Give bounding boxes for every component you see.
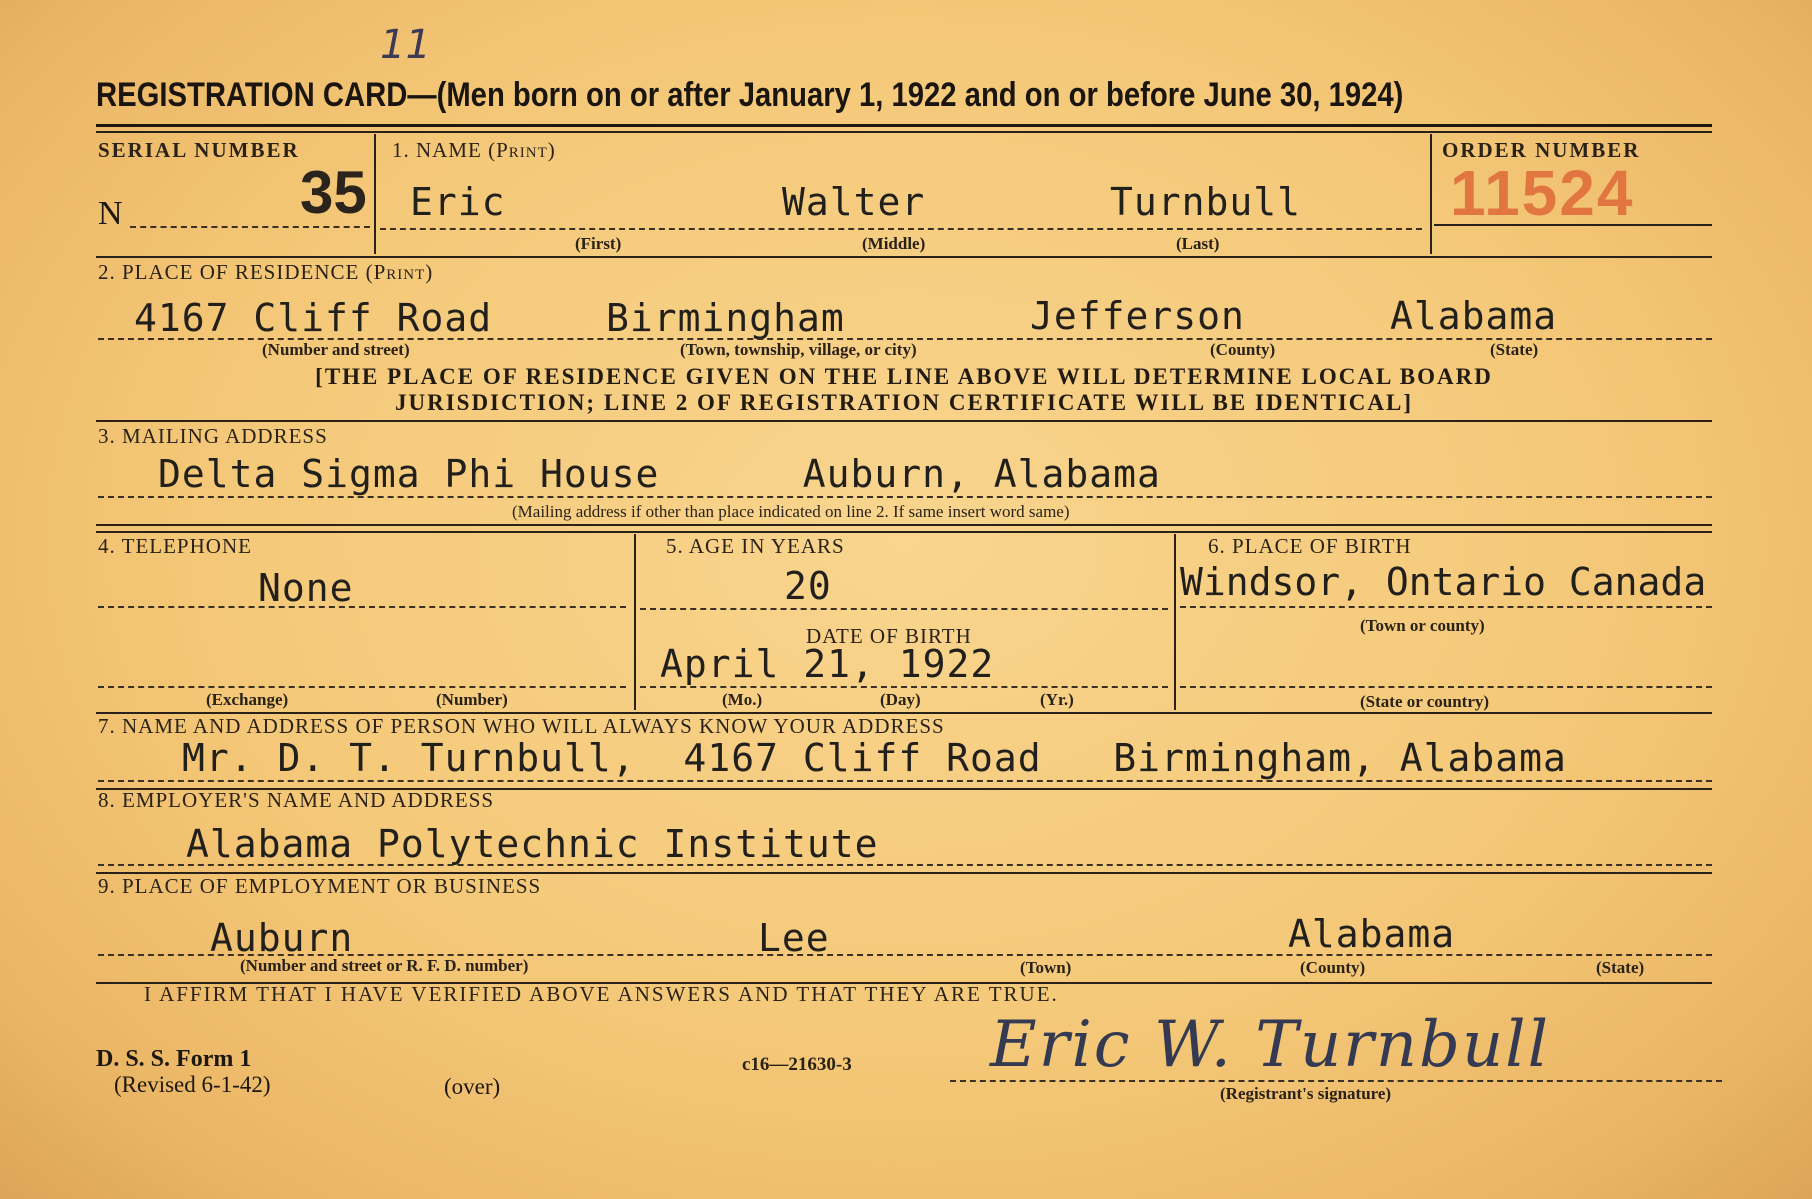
age-line xyxy=(640,608,1168,610)
employment-street: Auburn xyxy=(210,916,354,960)
employment-label: 9. PLACE OF EMPLOYMENT OR BUSINESS xyxy=(98,874,542,898)
contact-label: 7. NAME AND ADDRESS OF PERSON WHO WILL ALWAYS KNOW YOUR ADDRESS xyxy=(98,714,945,738)
emp-street-caption: (Number and street or R. F. D. number) xyxy=(240,956,529,975)
card-title: REGISTRATION CARD—(Men born on or after January 1, 1922 and on or before June 30, 1924) xyxy=(96,76,1404,114)
mo-caption: (Mo.) xyxy=(722,690,763,709)
mailing-label: 3. MAILING ADDRESS xyxy=(98,424,328,448)
serial-prefix: N xyxy=(98,195,123,232)
name-first: Eric xyxy=(410,180,506,224)
age-label: 5. AGE IN YEARS xyxy=(666,534,845,558)
form-id: D. S. S. Form 1 xyxy=(96,1046,252,1072)
title-rule xyxy=(96,124,1712,127)
row3-rule-2 xyxy=(96,531,1712,533)
tel-divider xyxy=(634,534,636,710)
serial-divider xyxy=(374,134,376,254)
pencil-mark: 11 xyxy=(380,22,431,68)
mailing-caption: (Mailing address if other than place indicated on line 2. If same insert word same) xyxy=(512,502,1070,521)
residence-label: 2. PLACE OF RESIDENCE (Print) xyxy=(98,260,434,284)
serial-number: 35 xyxy=(300,159,367,226)
serial-line xyxy=(130,226,370,228)
street-caption: (Number and street) xyxy=(262,340,410,359)
employer-value: Alabama Polytechnic Institute xyxy=(186,822,879,866)
state-caption: (State) xyxy=(1490,340,1539,359)
row1-rule xyxy=(96,256,1712,258)
first-caption: (First) xyxy=(575,234,622,253)
town-caption: (Town or county) xyxy=(1360,616,1485,635)
telephone-line xyxy=(98,606,626,608)
birthplace-label: 6. PLACE OF BIRTH xyxy=(1208,534,1412,558)
emp-state-caption: (State) xyxy=(1596,958,1645,977)
order-label: ORDER NUMBER xyxy=(1442,138,1641,162)
telephone-line-2 xyxy=(98,686,626,688)
age-divider xyxy=(1174,534,1176,710)
title-rule-2 xyxy=(96,131,1712,133)
birthplace-value: Windsor, Ontario Canada xyxy=(1180,560,1707,604)
registrant-signature: Eric W. Turnbull xyxy=(990,1008,1551,1082)
day-caption: (Day) xyxy=(880,690,921,709)
number-caption: (Number) xyxy=(436,690,508,709)
employment-town: Lee xyxy=(758,916,830,960)
employment-county: Alabama xyxy=(1288,912,1456,956)
row2-rule xyxy=(96,420,1712,422)
dob-value: April 21, 1922 xyxy=(660,642,995,686)
contact-value: Mr. D. T. Turnbull, 4167 Cliff Road Birmingham, Alabama xyxy=(182,736,1567,780)
birthplace-line xyxy=(1180,606,1712,608)
last-caption: (Last) xyxy=(1176,234,1220,253)
name-line xyxy=(380,228,1422,230)
employer-label: 8. EMPLOYER'S NAME AND ADDRESS xyxy=(98,788,495,812)
middle-caption: (Middle) xyxy=(862,234,926,253)
dob-label: DATE OF BIRTH xyxy=(806,624,972,648)
residence-state: Alabama xyxy=(1390,294,1558,338)
mailing-line xyxy=(98,496,1712,498)
emp-county-caption: (County) xyxy=(1300,958,1366,977)
row3-rule xyxy=(96,524,1712,526)
affirmation: I AFFIRM THAT I HAVE VERIFIED ABOVE ANSWERS AND THAT THEY ARE TRUE. xyxy=(144,982,1059,1006)
residence-city: Birmingham xyxy=(606,296,845,340)
country-caption: (State or country) xyxy=(1360,692,1490,711)
contact-line xyxy=(98,780,1712,782)
serial-label: SERIAL NUMBER xyxy=(98,138,300,162)
notice-line-1: [THE PLACE OF RESIDENCE GIVEN ON THE LINE ABOVE WILL DETERMINE LOCAL BOARD xyxy=(315,364,1493,389)
name-middle: Walter xyxy=(782,180,926,224)
print-code: c16—21630-3 xyxy=(742,1054,852,1075)
exchange-caption: (Exchange) xyxy=(206,690,289,709)
notice-line-2: JURISDICTION; LINE 2 OF REGISTRATION CERTIFICATE WILL BE IDENTICAL] xyxy=(394,390,1414,415)
signature-caption: (Registrant's signature) xyxy=(1220,1084,1392,1103)
emp-town-caption: (Town) xyxy=(1020,958,1072,977)
order-rule xyxy=(1434,224,1712,226)
yr-caption: (Yr.) xyxy=(1040,690,1074,709)
county-caption: (County) xyxy=(1210,340,1276,359)
residence-county: Jefferson xyxy=(1030,294,1245,338)
dob-line xyxy=(640,686,1168,688)
age-value: 20 xyxy=(784,564,832,608)
order-divider xyxy=(1430,134,1432,254)
telephone-label: 4. TELEPHONE xyxy=(98,534,252,558)
city-caption: (Town, township, village, or city) xyxy=(680,340,917,359)
over-note: (over) xyxy=(444,1074,501,1099)
name-last: Turnbull xyxy=(1110,180,1302,224)
telephone-value: None xyxy=(258,566,354,610)
order-number: 11524 xyxy=(1450,157,1635,229)
birthplace-line-2 xyxy=(1180,686,1712,688)
employer-line xyxy=(98,864,1712,866)
name-label: 1. NAME (Print) xyxy=(392,138,556,162)
form-revised: (Revised 6-1-42) xyxy=(114,1072,271,1097)
signature-line xyxy=(950,1080,1722,1082)
mailing-address: Delta Sigma Phi House Auburn, Alabama xyxy=(158,452,1161,496)
residence-street: 4167 Cliff Road xyxy=(134,296,493,340)
